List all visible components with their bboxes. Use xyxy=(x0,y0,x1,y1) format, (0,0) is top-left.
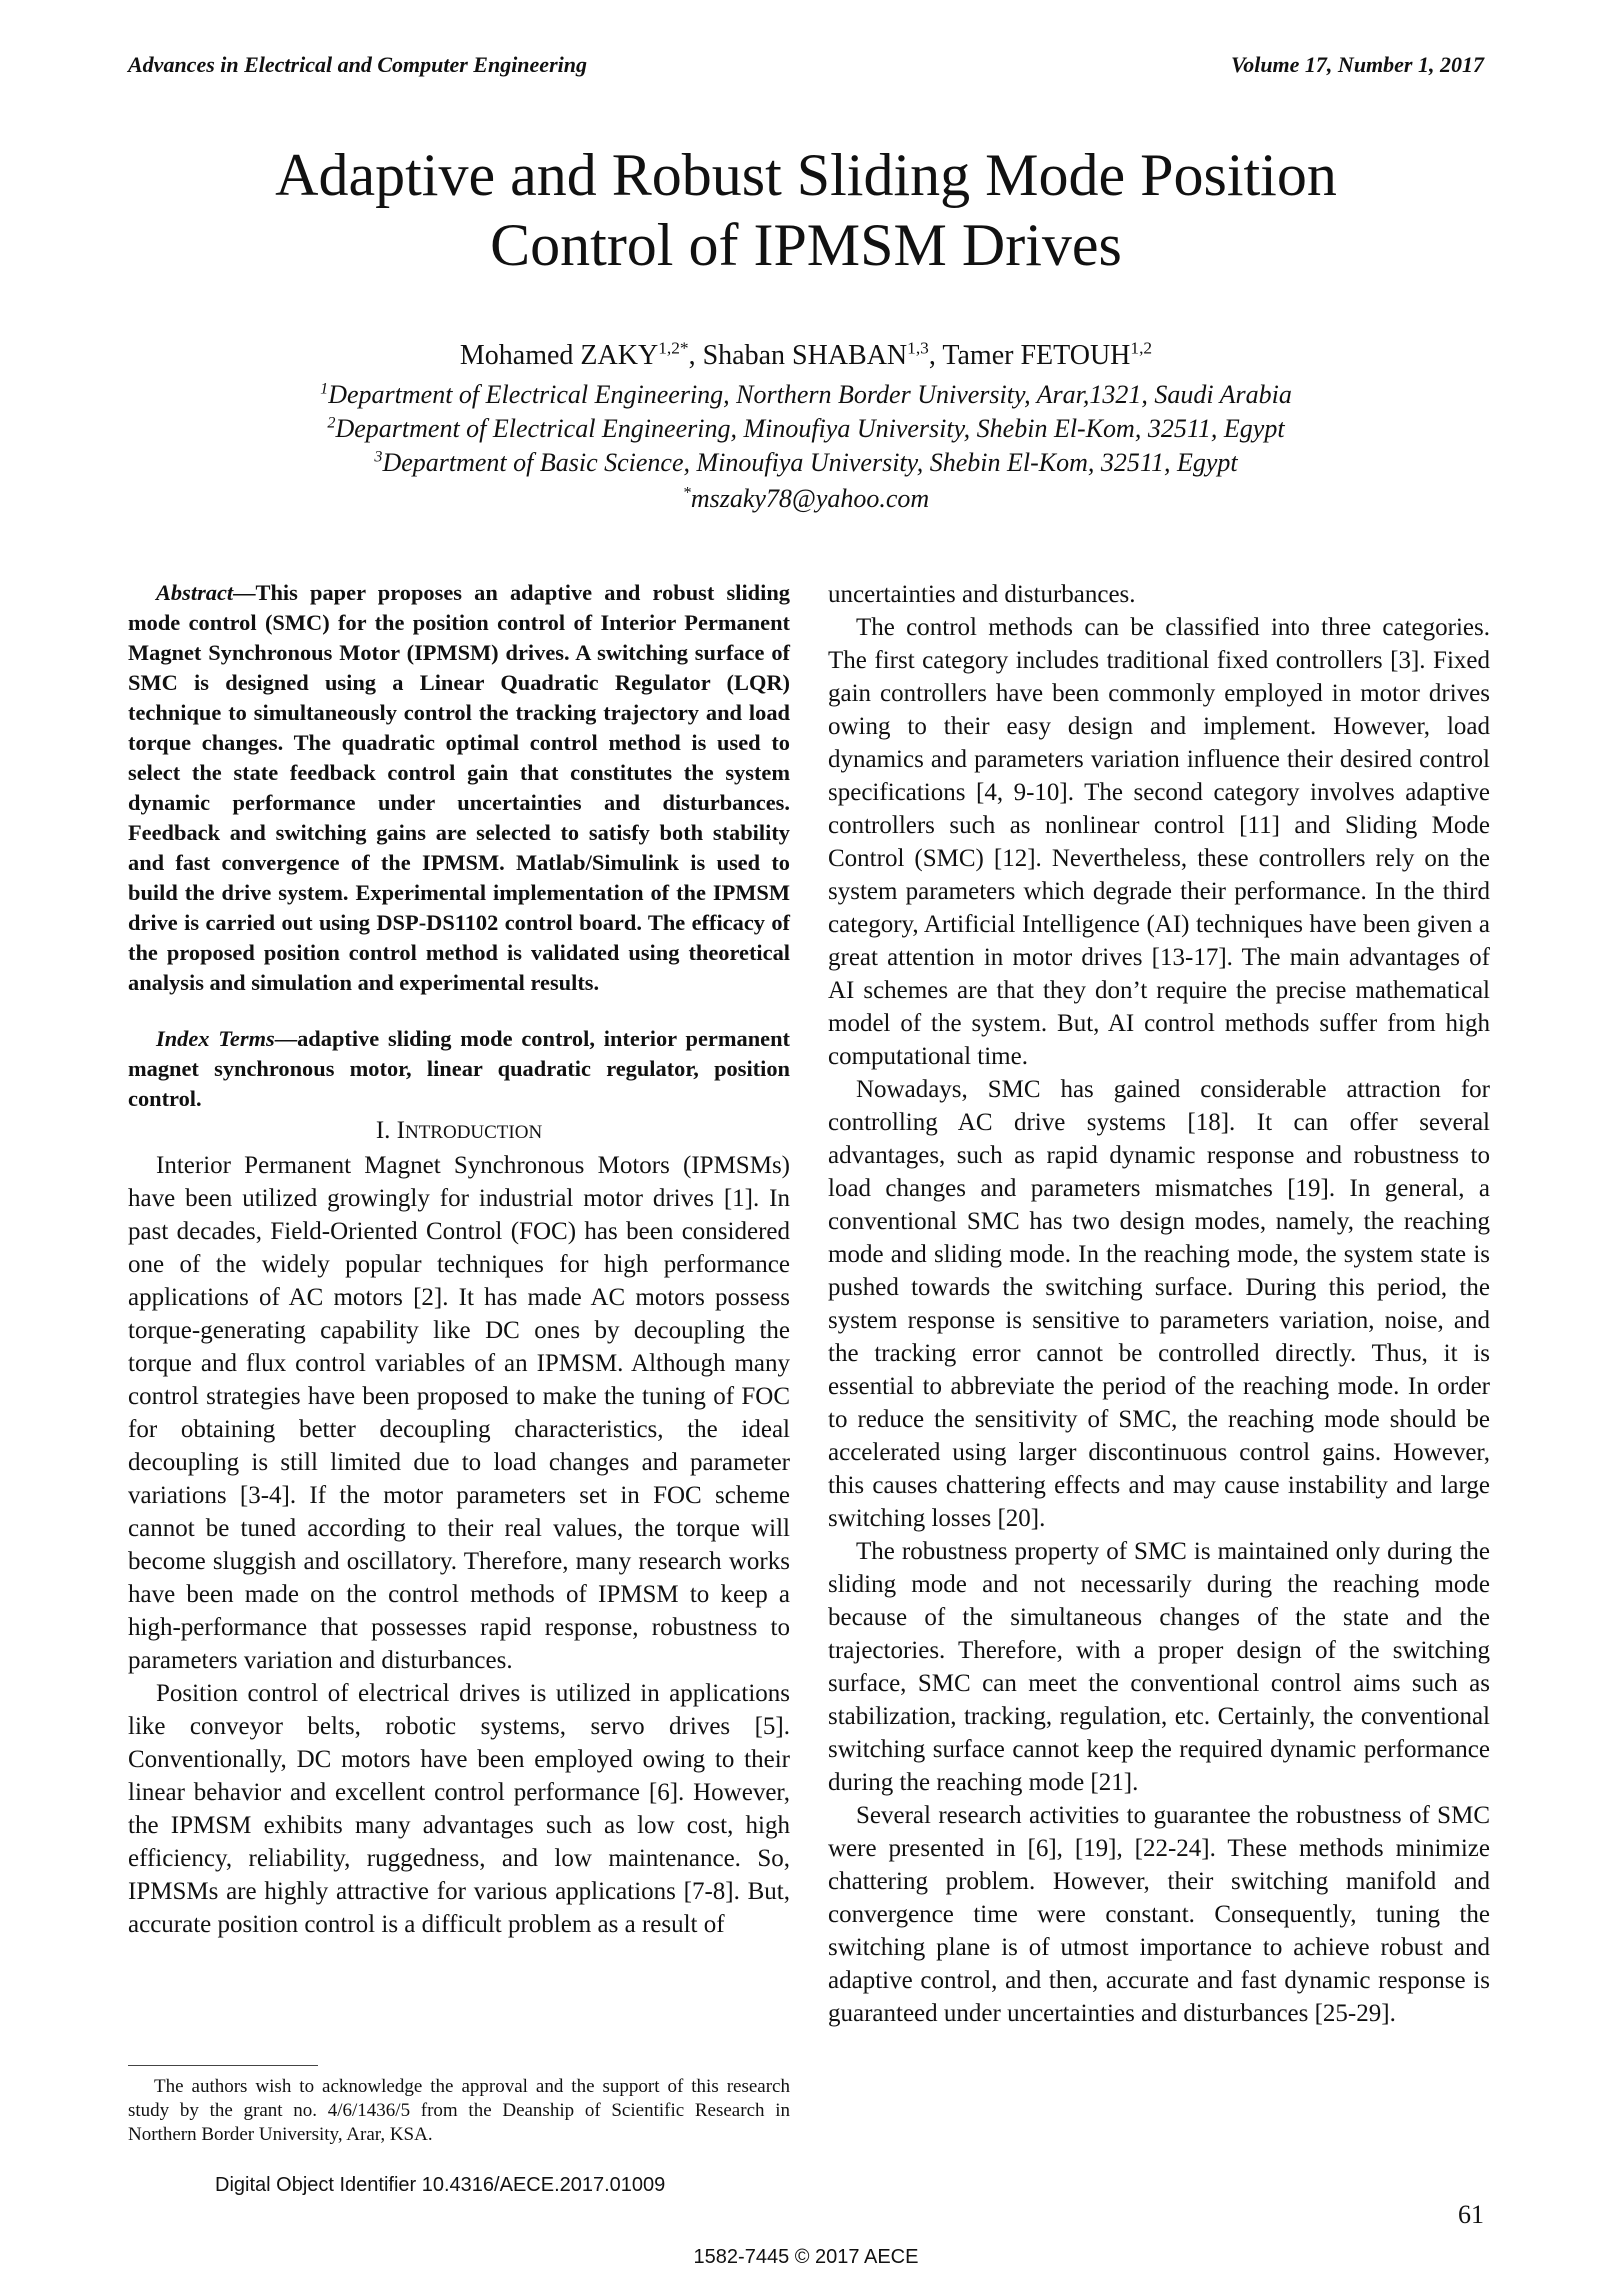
author-list xyxy=(100,340,1512,372)
page-number: 61 xyxy=(1458,2200,1484,2229)
index-terms-label: Index Terms xyxy=(156,1026,275,1051)
abstract xyxy=(128,578,790,998)
affiliation-2 xyxy=(100,414,1512,444)
title-line-1: Adaptive and Robust Sliding Mode Position xyxy=(275,142,1337,208)
author-separator: , xyxy=(928,340,943,371)
body-paragraph: Nowadays, SMC has gained considerable attraction for controlling AC drive systems [18]. It can offer several advantages, such as rapid dynamic response and robustness to load changes and parameters mismatches [19]. In general, a conventional SMC has two design modes, namely, the reaching mode and sliding mode. In the reaching mode, the system state is pushed towards the switching surface. During this period, the system response is sensitive to parameters variation, noise, and the tracking error cannot be controlled directly. Thus, it is essential to abbreviate the period of the reaching mode. In order to reduce the sensitivity of SMC, the reaching mode should be accelerated using larger discontinuous control gains. However, this causes chattering effects and may cause instability and large switching losses [20]. xyxy=(828,1076,1490,1532)
corresponding-email xyxy=(100,484,1512,514)
paper-title xyxy=(100,140,1512,280)
index-terms-text: —adaptive sliding mode control, interior permanent magnet synchronous motor, linear quadratic regulator, position control. xyxy=(128,1026,790,1111)
journal-name: Advances in Electrical and Computer Engineering xyxy=(128,52,587,77)
affiliation-text: Department of Electrical Engineering, Minoufiya University, Shebin El-Kom, 32511, Egypt xyxy=(335,414,1285,443)
body-paragraph: The robustness property of SMC is maintained only during the sliding mode and not necessarily during the reaching mode because of the simultaneous changes of the state and the trajectories. Therefore, with a proper design of the switching surface, SMC can meet the conventional control aims such as stabilization, tracking, regulation, etc. Certainly, the conventional switching surface cannot keep the required dynamic performance during the reaching mode [21]. xyxy=(828,1538,1490,1796)
email-text: mszaky78@yahoo.com xyxy=(690,484,930,513)
author-name: Tamer FETOUH xyxy=(942,340,1131,371)
section-title-rest: NTRODUCTION xyxy=(404,1122,543,1143)
author-name: Shaban SHABAN xyxy=(702,340,908,371)
volume-info: Volume 17, Number 1, 2017 xyxy=(1230,52,1484,77)
funding-footnote: The authors wish to acknowledge the approval and the support of this research study by the grant no. 4/6/1436/5 from the Deanship of Scientific Research in Northern Border University, Arar, KSA. xyxy=(128,2076,790,2145)
author-affiliation-mark: 1,3 xyxy=(907,338,929,358)
spacer xyxy=(128,998,790,1024)
body-paragraph: Several research activities to guarantee the robustness of SMC were presented in [6], [19], [22-24]. These methods minimize chattering problem. However, their switching manifold and convergence time were constant. Consequently, tuning the switching plane is of utmost importance to achieve robust and adaptive control, and then, accurate and fast dynamic response is guaranteed under uncertainties and disturbances [25-29]. xyxy=(828,1802,1490,2027)
body-paragraph: Position control of electrical drives is utilized in applications like conveyor belts, robotic systems, servo drives [5]. Conventionally, DC motors have been employed owing to their linear behavior and excellent control performance [6]. However, the IPMSM exhibits many advantages such as low cost, high efficiency, reliability, ruggedness, and low maintenance. So, IPMSMs are highly attractive for various applications [7-8]. But, accurate position control is a difficult problem as a result of xyxy=(128,1680,790,1938)
affiliation-text: Department of Basic Science, Minoufiya University, Shebin El-Kom, 32511, Egypt xyxy=(382,448,1238,477)
affiliation-mark: 2 xyxy=(327,414,336,432)
author-affiliation-mark: 1,2* xyxy=(658,338,689,358)
affiliation-text: Department of Electrical Engineering, Northern Border University, Arar,1321, Saudi Arabia xyxy=(328,380,1292,409)
right-column xyxy=(828,578,1490,2030)
affiliation-1 xyxy=(100,380,1512,410)
affiliation-3 xyxy=(100,448,1512,478)
issn-copyright: 1582-7445 © 2017 AECE xyxy=(693,2246,919,2268)
index-terms xyxy=(128,1024,790,1114)
affiliation-mark: 1 xyxy=(320,380,329,398)
author-separator: , xyxy=(688,340,703,371)
email-mark: * xyxy=(682,484,691,502)
author-name: Mohamed ZAKY xyxy=(459,340,659,371)
affiliation-mark: 3 xyxy=(374,448,383,466)
footnote-divider xyxy=(128,2065,318,2066)
author-affiliation-mark: 1,2 xyxy=(1130,338,1153,358)
body-paragraph: The control methods can be classified into three categories. The first category includes traditional fixed controllers [3]. Fixed gain controllers have been commonly employed in motor drives owing to their easy design and implement. However, load dynamics and parameters variation influence their desired control specifications [4, 9-10]. The second category involves adaptive controllers such as nonlinear control [11] and Sliding Mode Control (SMC) [12]. Nevertheless, these controllers rely on the system parameters which degrade their performance. In the third category, Artificial Intelligence (AI) techniques have been given a great attention in motor drives [13-17]. The main advantages of AI schemes are that they don’t require the precise mathematical model of the system. But, AI control methods suffer from high computational time. xyxy=(828,614,1490,1070)
doi-line: Digital Object Identifier 10.4316/AECE.2017.01009 xyxy=(215,2174,666,2196)
abstract-text: —This paper proposes an adaptive and robust sliding mode control (SMC) for the position control of Interior Permanent Magnet Synchronous Motor (IPMSM) drives. A switching surface of SMC is designed using a Linear Quadratic Regulator (LQR) technique to simultaneously control the tracking trajectory and load torque changes. The quadratic optimal control method is used to select the state feedback control gain that constitutes the system dynamic performance under uncertainties and disturbances. Feedback and switching gains are selected to satisfy both stability and fast convergence of the IPMSM. Matlab/Simulink is used to build the drive system. Experimental implementation of the IPMSM drive is carried out using DSP-DS1102 control board. The efficacy of the proposed position control method is validated using theoretical analysis and simulation and experimental results. xyxy=(128,580,790,995)
left-column xyxy=(128,578,790,1941)
section-heading xyxy=(128,1114,790,1149)
body-paragraph-continuation: uncertainties and disturbances. xyxy=(828,581,1136,608)
body-paragraph: Interior Permanent Magnet Synchronous Motors (IPMSMs) have been utilized growingly for industrial motor drives [1]. In past decades, Field-Oriented Control (FOC) has been considered one of the widely popular techniques for high performance applications of AC motors [2]. It has made AC motors possess torque-generating capability like DC ones by decoupling the torque and flux control variables of an IPMSM. Although many control strategies have been proposed to make the tuning of FOC for obtaining better decoupling characteristics, the ideal decoupling is still limited due to load changes and parameter variations [3-4]. If the motor parameters set in FOC scheme cannot be tuned according to their real values, the torque will become sluggish and oscillatory. Therefore, many research works have been made on the control methods of IPMSM to keep a high-performance that possesses rapid response, robustness to parameters variation and disturbances. xyxy=(128,1152,790,1674)
title-line-2: Control of IPMSM Drives xyxy=(490,212,1122,278)
section-title-initial: I xyxy=(396,1117,405,1144)
section-number: I. xyxy=(375,1117,391,1144)
abstract-label: Abstract xyxy=(156,580,234,605)
